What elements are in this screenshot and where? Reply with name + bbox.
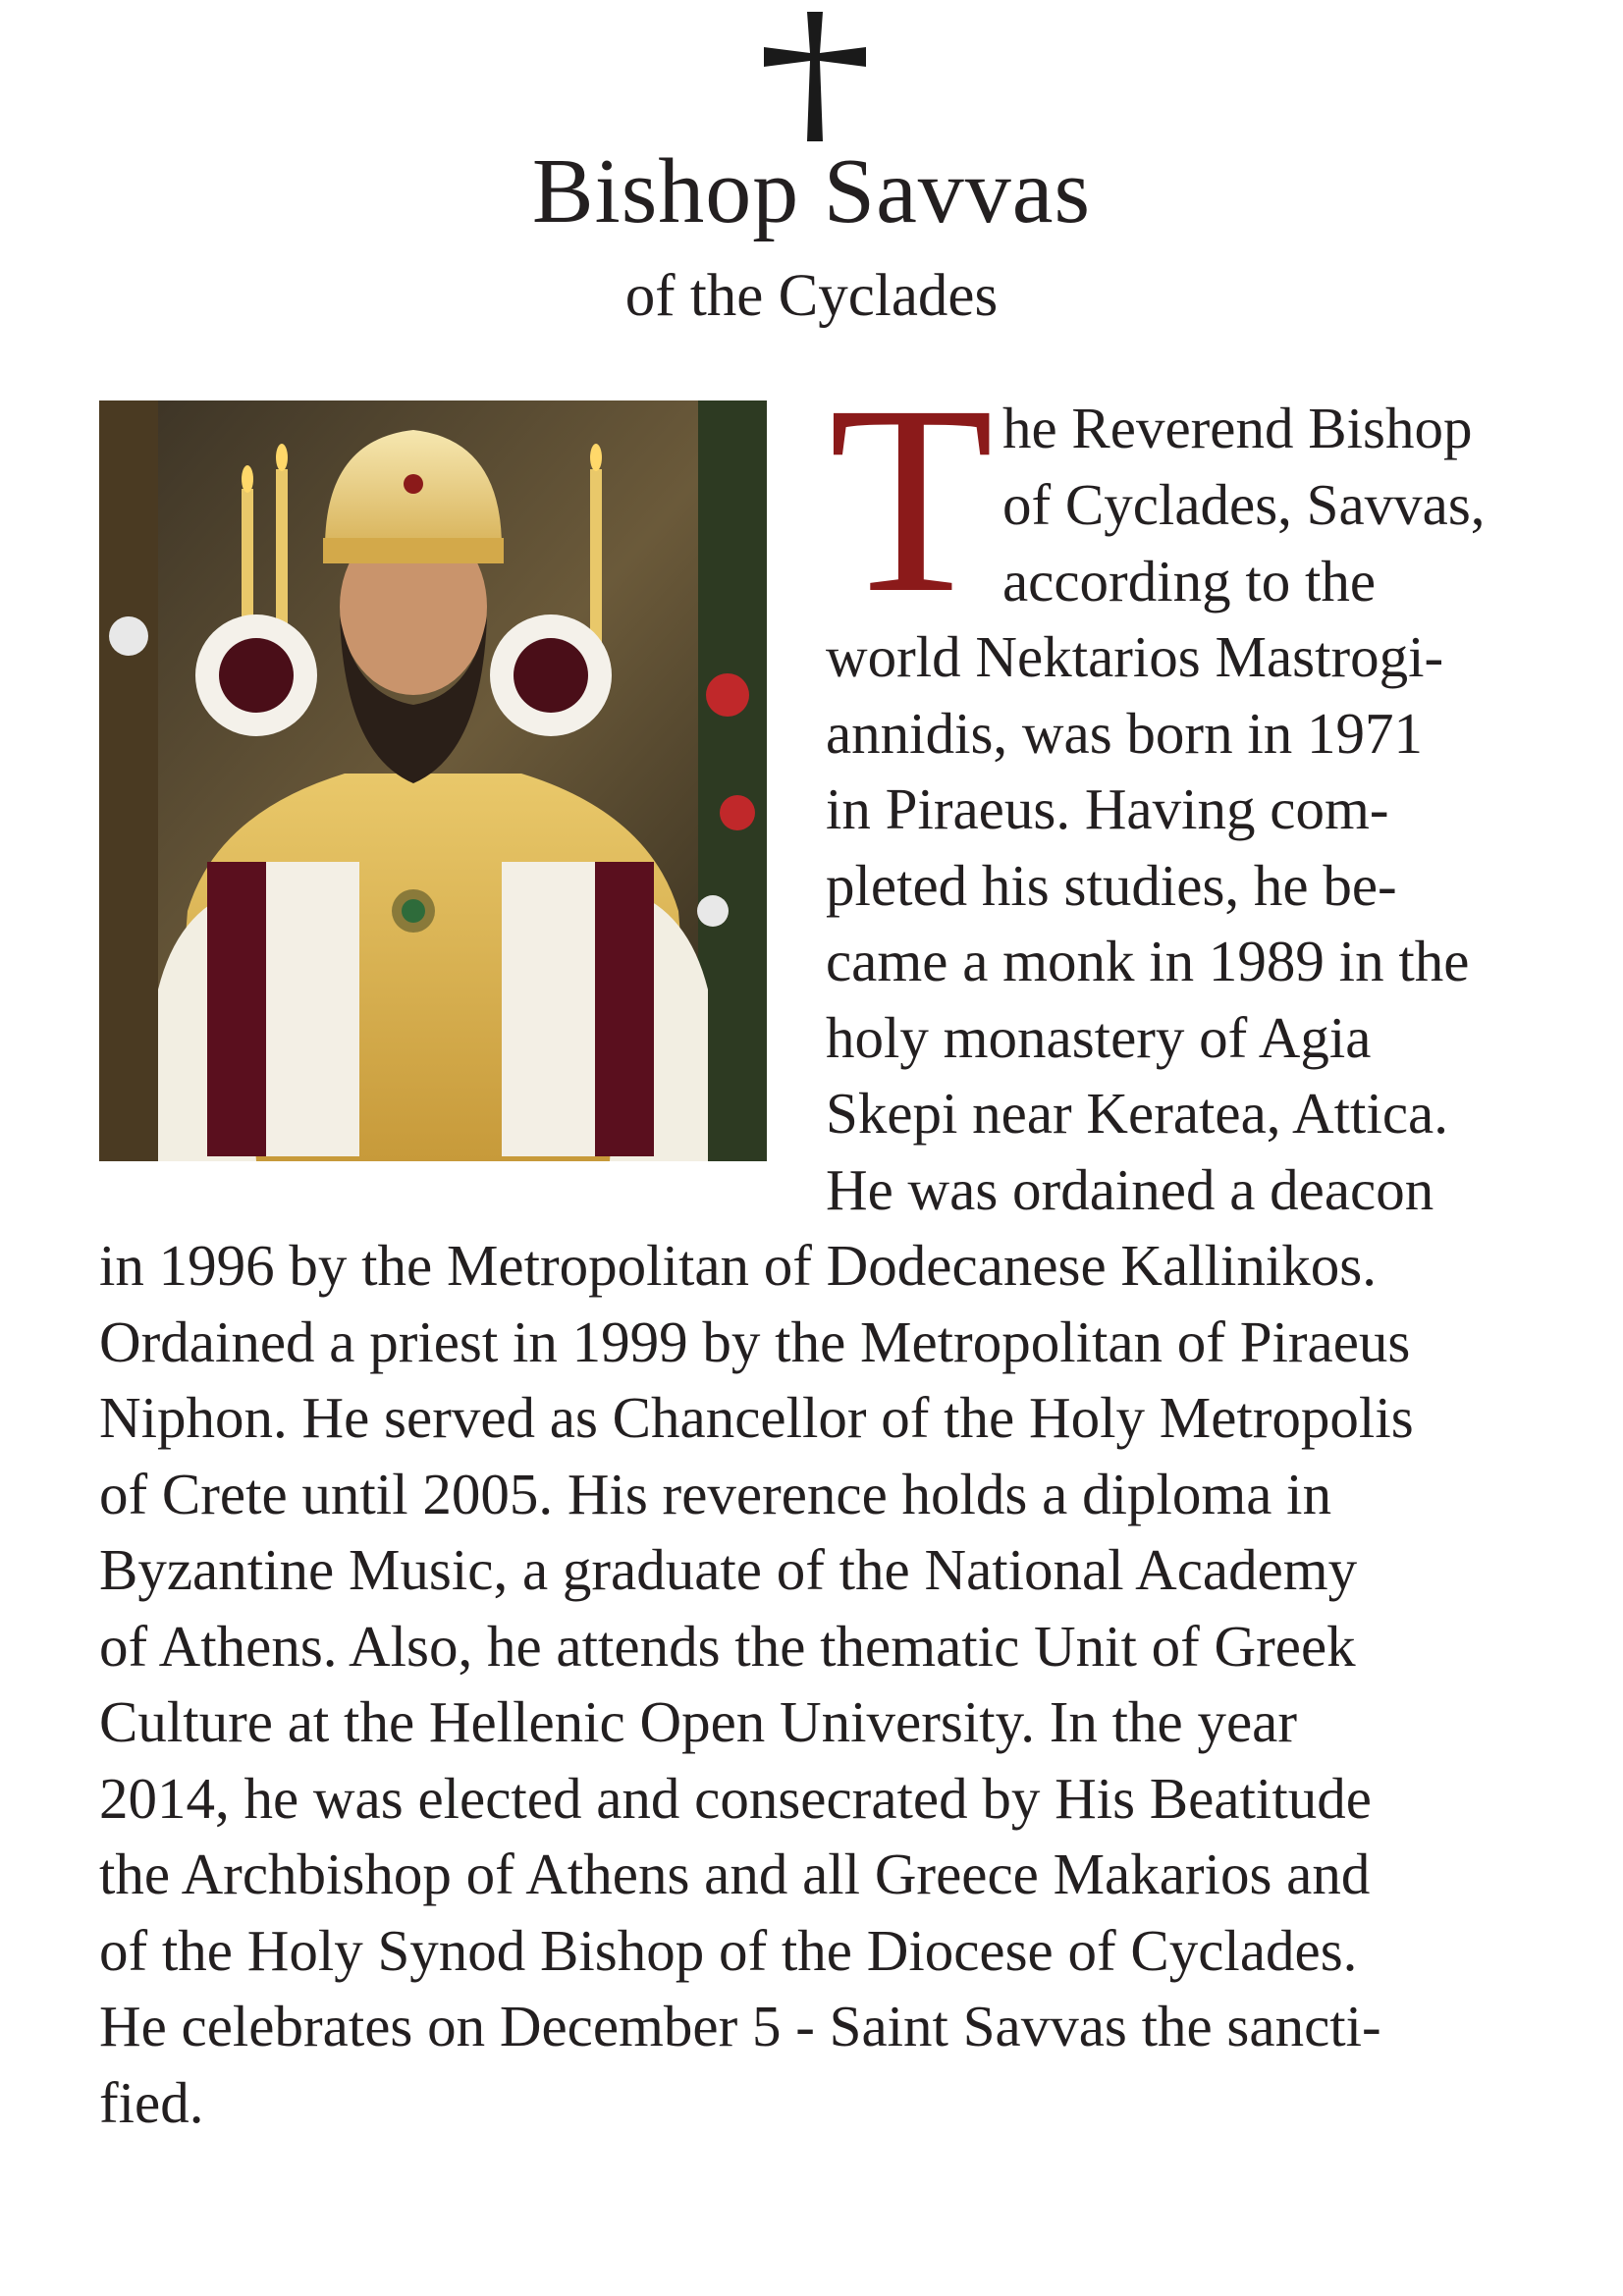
text-line: fied. [99, 2070, 204, 2135]
page-title: Bishop Savvas [531, 140, 1092, 242]
bishop-portrait-image [99, 400, 767, 1161]
text-line: he Reverend Bishop [1002, 396, 1473, 460]
text-line: He celebrates on December 5 - Saint Savvas the sancti- [99, 1994, 1381, 2058]
text-line: Byzantine Music, a graduate of the National Academy [99, 1537, 1358, 1602]
text-line: He was ordained a deacon [826, 1157, 1434, 1222]
text-line: came a monk in 1989 in the [826, 929, 1470, 993]
text-line: in Piraeus. Having com- [826, 776, 1389, 841]
text-line: holy monastery of Agia [826, 1005, 1372, 1070]
text-line: of Crete until 2005. His reverence holds a diploma in [99, 1462, 1332, 1526]
dropcap-letter: T [829, 350, 994, 649]
text-line: Ordained a priest in 1999 by the Metropolitan of Piraeus [99, 1309, 1411, 1374]
text-line: annidis, was born in 1971 [826, 701, 1423, 766]
page-subtitle: of the Cyclades [624, 263, 999, 329]
text-line: Skepi near Keratea, Attica. [826, 1081, 1448, 1146]
text-line: the Archbishop of Athens and all Greece Makarios and [99, 1842, 1371, 1906]
text-line: Niphon. He served as Chancellor of the Holy Metropolis [99, 1385, 1414, 1450]
text-line: of Athens. Also, he attends the thematic Unit of Greek [99, 1614, 1356, 1679]
text-line: pleted his studies, he be- [826, 853, 1397, 918]
text-line: world Nektarios Mastrogi- [826, 624, 1444, 689]
text-line: of the Holy Synod Bishop of the Diocese of Cyclades. [99, 1918, 1358, 1983]
text-line: 2014, he was elected and consecrated by His Beatitude [99, 1766, 1372, 1831]
text-line: according to the [1002, 549, 1377, 614]
text-line: in 1996 by the Metropolitan of Dodecanese Kallinikos. [99, 1233, 1377, 1298]
cross-pattee-icon [764, 12, 866, 141]
text-line: of Cyclades, Savvas, [1002, 472, 1486, 537]
text-line: Culture at the Hellenic Open University. In the year [99, 1689, 1298, 1754]
